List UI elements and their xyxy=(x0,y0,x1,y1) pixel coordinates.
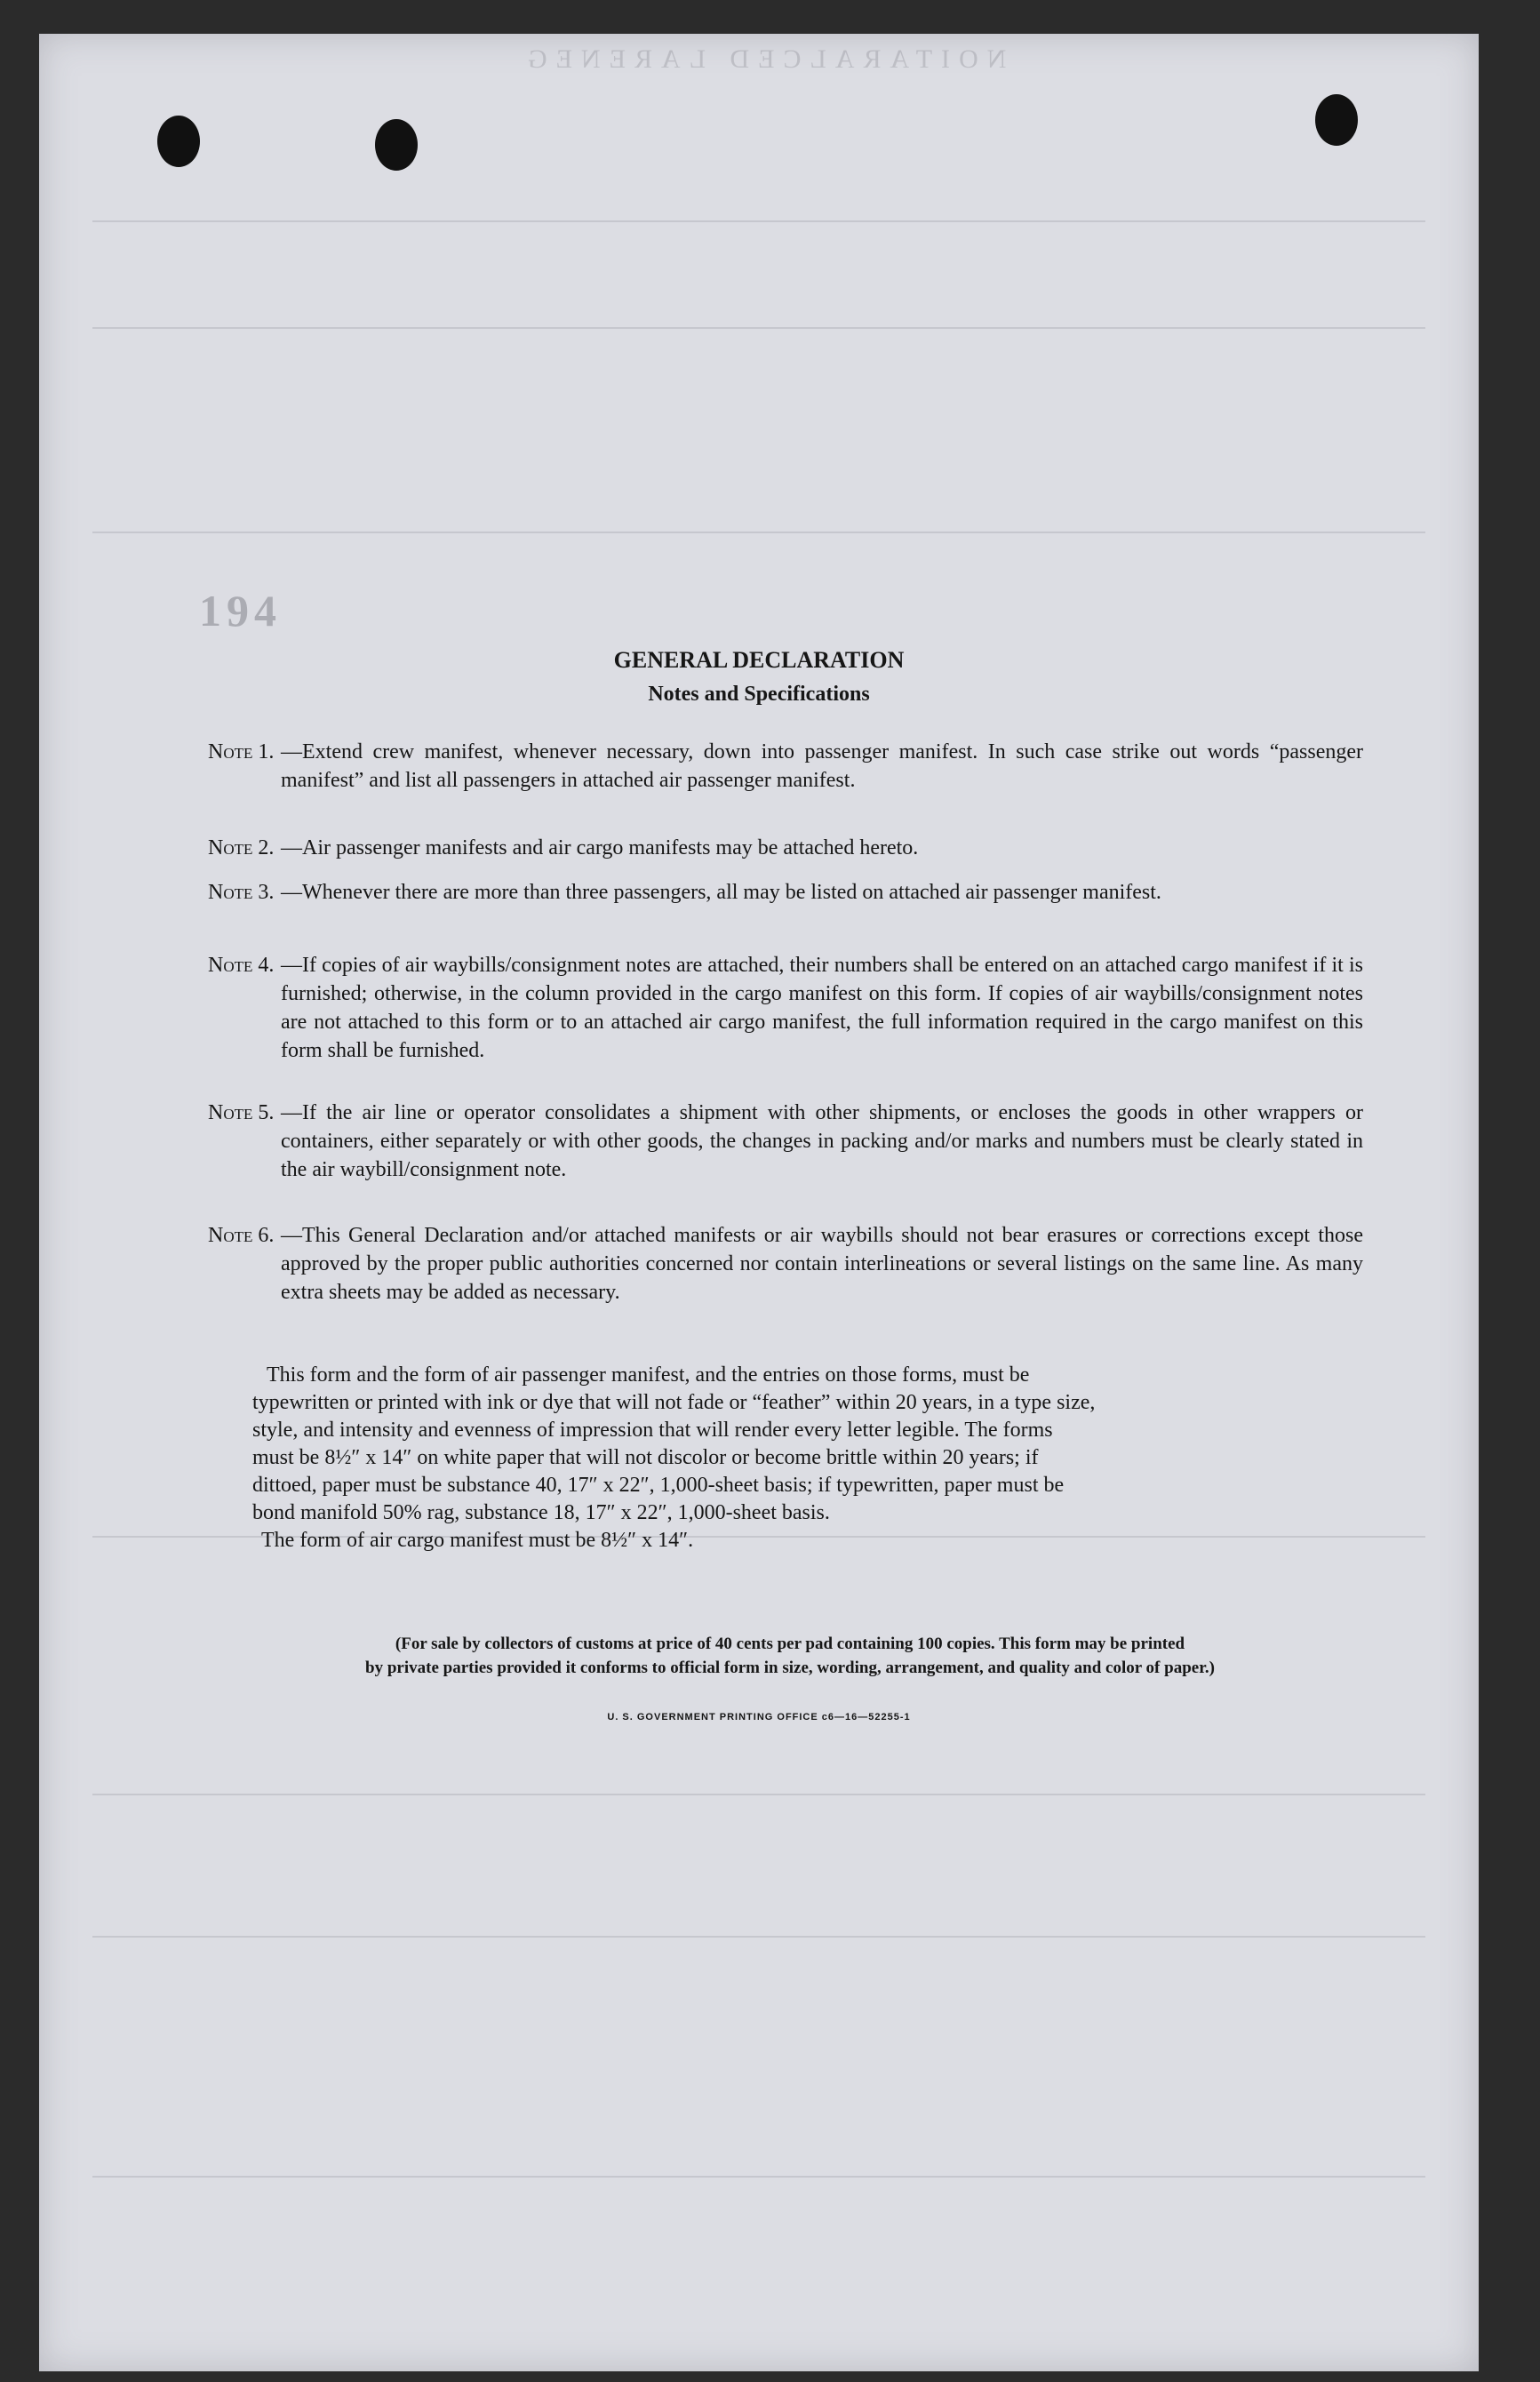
spec-line: typewritten or printed with ink or dye that will not fade or “feather” within 20 years, in a type size, xyxy=(252,1391,1096,1414)
document-sheet xyxy=(39,34,1479,2371)
note-label: Note 2. xyxy=(208,836,275,859)
printing-office-line: U. S. GOVERNMENT PRINTING OFFICE c6—16—52255-1 xyxy=(607,1712,911,1723)
cargo-size-line: The form of air cargo manifest must be 8½″ x 14″. xyxy=(261,1529,694,1552)
note-text: —If the air line or operator consolidates a shipment with other shipments, or encloses the goods in other wrappers or containers, either separately or with other goods, the changes in packing and/or marks and numbers must be clearly stated in the air waybill/consignment note. xyxy=(281,1101,1363,1181)
bleed-through-heading: NOITARALCED LARENEG xyxy=(519,44,1007,74)
notes-page xyxy=(39,34,1479,2371)
spec-line: bond manifold 50% rag, substance 18, 17″ x 22″, 1,000-sheet basis. xyxy=(252,1501,830,1524)
page-title: GENERAL DECLARATION xyxy=(613,647,905,673)
note-text: —If copies of air waybills/consignment notes are attached, their numbers shall be entered on an attached cargo manifest if it is furnished; otherwise, in the column provided in the cargo manifest on this form. If copies of air waybills/consignment notes are not attached to this form or to an attached air cargo manifest, the full information required in the cargo manifest on this form shall be furnished. xyxy=(281,954,1363,1062)
note-5 xyxy=(208,1099,1363,1184)
note-text: —This General Declaration and/or attached manifests or air waybills should not bear erasures or corrections except those approved by the proper public authorities concerned nor contain interlineations or several listings on the same line. As many extra sheets may be added as necessary. xyxy=(281,1224,1363,1304)
spec-line: dittoed, paper must be substance 40, 17″ x 22″, 1,000-sheet basis; if typewritten, paper must be xyxy=(252,1474,1065,1497)
sale-note-line: (For sale by collectors of customs at price of 40 cents per pad containing 100 copies. This form may be printed xyxy=(395,1635,1185,1653)
spec-line: must be 8½″ x 14″ on white paper that will not discolor or become brittle within 20 years; if xyxy=(252,1446,1039,1469)
note-4 xyxy=(208,951,1363,1065)
spec-line: style, and intensity and evenness of impression that will render every letter legible. The forms xyxy=(252,1419,1053,1442)
spec-line: This form and the form of air passenger manifest, and the entries on those forms, must be xyxy=(267,1363,1030,1387)
note-label: Note 4. xyxy=(208,954,275,977)
note-text: —Extend crew manifest, whenever necessary, down into passenger manifest. In such case strike out words “passenger manifest” and list all passengers in attached air passenger manifest. xyxy=(281,740,1363,792)
note-text: —Whenever there are more than three passengers, all may be listed on attached air passenger manifest. xyxy=(281,881,1161,904)
note-3 xyxy=(208,878,1363,907)
stamp-number: 194 xyxy=(199,586,282,635)
note-label: Note 1. xyxy=(208,740,275,763)
page-subtitle: Notes and Specifications xyxy=(648,683,870,706)
note-1 xyxy=(208,738,1363,795)
note-text: —Air passenger manifests and air cargo manifests may be attached hereto. xyxy=(281,836,919,859)
note-6 xyxy=(208,1221,1363,1307)
form-specification xyxy=(252,1362,1363,1555)
note-label: Note 6. xyxy=(208,1224,275,1247)
note-2 xyxy=(208,834,1363,862)
note-label: Note 5. xyxy=(208,1101,275,1124)
sale-note xyxy=(212,1632,1368,1680)
sale-note-line: by private parties provided it conforms to official form in size, wording, arrangement, and quality and color of paper.) xyxy=(365,1659,1215,1677)
note-label: Note 3. xyxy=(208,881,275,904)
